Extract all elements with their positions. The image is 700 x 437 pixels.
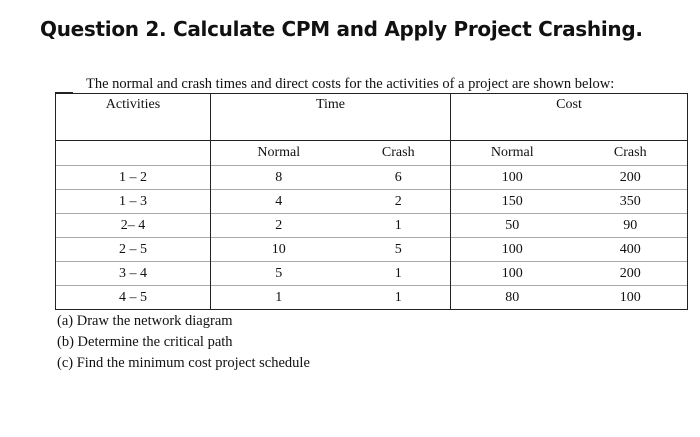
cost-crash-cell: 350	[574, 190, 688, 214]
table-row	[56, 286, 688, 310]
time-normal-cell: 4	[211, 190, 347, 214]
time-crash-cell: 1	[347, 214, 451, 238]
time-crash-cell: 1	[347, 262, 451, 286]
activity-cell: 2 – 5	[56, 238, 211, 262]
part-c: (c) Find the minimum cost project schedule	[57, 355, 310, 371]
activity-cell: 1 – 3	[56, 190, 211, 214]
cost-crash-cell: 200	[574, 262, 688, 286]
header-activities: Activities	[56, 94, 211, 141]
table-row	[56, 190, 688, 214]
intro-text: The normal and crash times and direct costs for the activities of a project are shown below:	[86, 76, 615, 92]
cost-normal-cell: 100	[451, 262, 574, 286]
subheader-cost-crash: Crash	[574, 141, 688, 166]
time-normal-cell: 10	[211, 238, 347, 262]
activity-cell: 3 – 4	[56, 262, 211, 286]
cost-normal-cell: 100	[451, 238, 574, 262]
activity-cell: 4 – 5	[56, 286, 211, 310]
subheader-blank	[56, 141, 211, 166]
table-row	[56, 238, 688, 262]
question-title: Question 2. Calculate CPM and Apply Project Crashing.	[40, 17, 643, 41]
cost-normal-cell: 80	[451, 286, 574, 310]
table-row	[56, 214, 688, 238]
time-crash-cell: 6	[347, 166, 451, 190]
time-normal-cell: 8	[211, 166, 347, 190]
table-row	[56, 262, 688, 286]
subheader-time-normal: Normal	[211, 141, 347, 166]
time-normal-cell: 2	[211, 214, 347, 238]
subheader-time-crash: Crash	[347, 141, 451, 166]
cost-normal-cell: 50	[451, 214, 574, 238]
activity-cell: 1 – 2	[56, 166, 211, 190]
table-row	[56, 166, 688, 190]
header-time: Time	[211, 94, 451, 141]
question-parts	[57, 311, 310, 374]
cost-crash-cell: 400	[574, 238, 688, 262]
activity-table	[55, 93, 688, 310]
part-b: (b) Determine the critical path	[57, 334, 233, 350]
time-normal-cell: 1	[211, 286, 347, 310]
table-subheader-row	[56, 141, 688, 166]
time-crash-cell: 1	[347, 286, 451, 310]
cost-crash-cell: 100	[574, 286, 688, 310]
cost-normal-cell: 150	[451, 190, 574, 214]
header-cost: Cost	[451, 94, 688, 141]
cost-crash-cell: 200	[574, 166, 688, 190]
time-crash-cell: 2	[347, 190, 451, 214]
part-a: (a) Draw the network diagram	[57, 313, 233, 329]
activity-cell: 2– 4	[56, 214, 211, 238]
time-normal-cell: 5	[211, 262, 347, 286]
time-crash-cell: 5	[347, 238, 451, 262]
table-header-row	[56, 94, 688, 141]
subheader-cost-normal: Normal	[451, 141, 574, 166]
cost-normal-cell: 100	[451, 166, 574, 190]
cost-crash-cell: 90	[574, 214, 688, 238]
